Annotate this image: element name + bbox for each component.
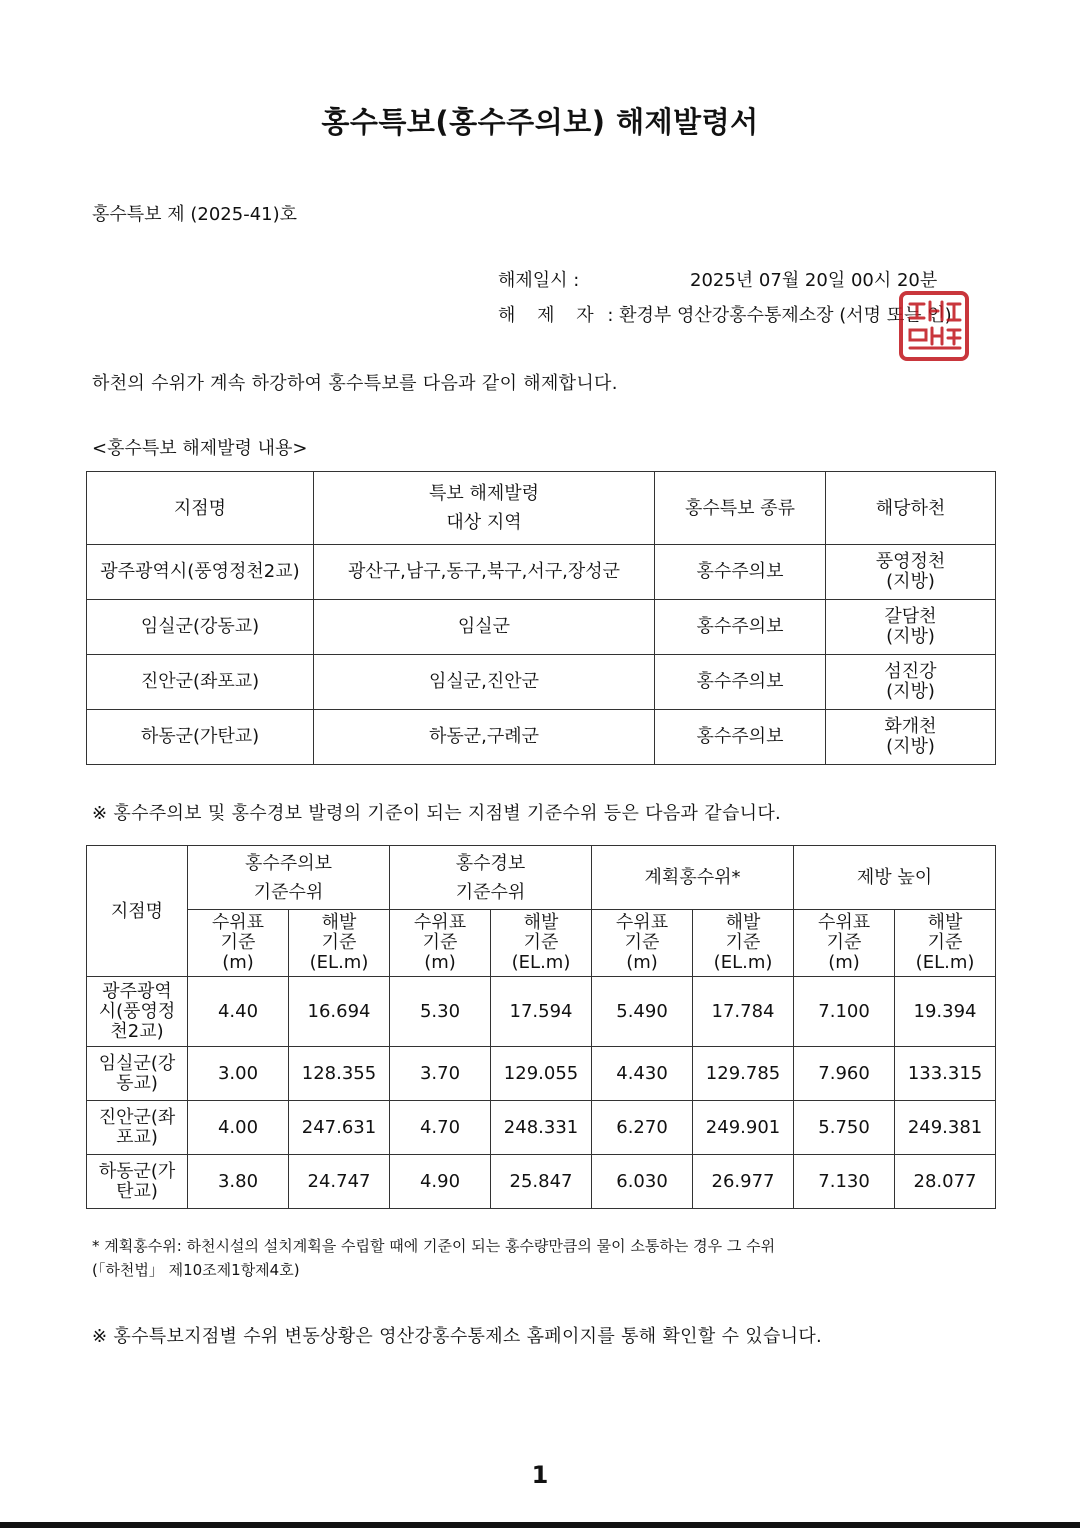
section-heading: <홍수특보 해제발령 내용> [92, 438, 308, 459]
footnote-definition: * 계획홍수위: 하천시설의 설치계획을 수립할 때에 기준이 되는 홍수량만큼의 물이 소통하는 경우 그 수위 [92, 1237, 776, 1255]
sub-line: (m) [626, 952, 658, 973]
area-cell: 하동군,구례군 [314, 710, 655, 765]
value-cell: 24.747 [289, 1155, 390, 1209]
river-name: 갈담천 [884, 606, 937, 627]
level-table-header-groups [87, 846, 996, 910]
value-cell: 128.355 [289, 1047, 390, 1101]
sub-line: 기준 [321, 932, 357, 953]
river-name: 화개천 [884, 716, 937, 737]
table-row [87, 1047, 996, 1101]
header-station: 지점명 [87, 846, 188, 977]
sub-line: (m) [222, 952, 254, 973]
sub-line: 수위표 [615, 912, 669, 933]
river-cell [826, 600, 996, 655]
sub-line: 기준 [725, 932, 761, 953]
station-cell: 임실군(강동교) [87, 600, 314, 655]
bottom-divider [0, 1522, 1080, 1528]
river-name: 풍영정천 [875, 551, 946, 572]
value-cell: 7.100 [794, 977, 895, 1047]
table-row [87, 600, 996, 655]
group-line1: 홍수경보 [455, 852, 526, 874]
type-cell: 홍수주의보 [655, 600, 826, 655]
sub-line: (EL.m) [915, 952, 975, 973]
type-cell: 홍수주의보 [655, 710, 826, 765]
sub-line: (m) [424, 952, 456, 973]
issuer-label: 해 제 자 [498, 305, 602, 326]
value-cell: 4.40 [188, 977, 289, 1047]
station-line: 시(풍영정 [98, 1000, 176, 1022]
value-cell: 28.077 [895, 1155, 996, 1209]
sub-line: (m) [828, 952, 860, 973]
seal-stamp-icon [898, 290, 970, 362]
group-line2: 기준수위 [253, 881, 324, 903]
header-group-levee-height: 제방 높이 [794, 846, 996, 910]
value-cell: 19.394 [895, 977, 996, 1047]
river-name: 섬진강 [884, 661, 937, 682]
sub-line: 수위표 [211, 912, 265, 933]
station-line: 하동군(가 [98, 1160, 176, 1182]
table-row [87, 545, 996, 600]
sub-elev [895, 910, 996, 977]
river-cell [826, 545, 996, 600]
page-title: 홍수특보(홍수주의보) 해제발령서 [321, 105, 759, 139]
value-cell: 6.030 [592, 1155, 693, 1209]
sub-line: (EL.m) [511, 952, 571, 973]
value-cell: 5.750 [794, 1101, 895, 1155]
header-type: 홍수특보 종류 [655, 472, 826, 545]
sub-line: 해발 [523, 912, 559, 933]
value-cell: 249.901 [693, 1101, 794, 1155]
footnote-reference: (「하천법」 제10조제1항제4호) [92, 1261, 300, 1279]
header-group-warning [390, 846, 592, 910]
value-cell: 249.381 [895, 1101, 996, 1155]
value-cell: 3.70 [390, 1047, 491, 1101]
criteria-notice: ※ 홍수주의보 및 홍수경보 발령의 기준이 되는 지점별 기준수위 등은 다음과 같습니다. [92, 803, 782, 824]
sub-elev [693, 910, 794, 977]
intro-text: 하천의 수위가 계속 하강하여 홍수특보를 다음과 같이 해제합니다. [92, 373, 618, 394]
river-class: (지방) [886, 681, 935, 702]
table-row [87, 1101, 996, 1155]
river-cell [826, 710, 996, 765]
document-number: 홍수특보 제 (2025-41)호 [92, 204, 298, 225]
station-cell [87, 1047, 188, 1101]
station-line: 탄교) [116, 1180, 158, 1202]
sub-line: 수위표 [413, 912, 467, 933]
value-cell: 17.784 [693, 977, 794, 1047]
station-line: 동교) [116, 1072, 158, 1094]
value-cell: 247.631 [289, 1101, 390, 1155]
value-cell: 3.00 [188, 1047, 289, 1101]
sub-line: (EL.m) [713, 952, 773, 973]
value-cell: 26.977 [693, 1155, 794, 1209]
header-area-line1: 특보 해제발령 [428, 483, 540, 504]
value-cell: 4.70 [390, 1101, 491, 1155]
station-cell: 광주광역시(풍영정천2교) [87, 545, 314, 600]
area-cell: 임실군,진안군 [314, 655, 655, 710]
sub-gauge [390, 910, 491, 977]
issuer-row [498, 301, 952, 327]
level-table [86, 845, 996, 1209]
area-cell: 광산구,남구,동구,북구,서구,장성군 [314, 545, 655, 600]
type-cell: 홍수주의보 [655, 545, 826, 600]
type-cell: 홍수주의보 [655, 655, 826, 710]
sub-line: 수위표 [817, 912, 871, 933]
value-cell: 4.90 [390, 1155, 491, 1209]
sub-line: 해발 [725, 912, 761, 933]
sub-line: 해발 [927, 912, 963, 933]
value-cell: 5.490 [592, 977, 693, 1047]
table-row [87, 977, 996, 1047]
page-number: 1 [531, 1461, 549, 1489]
value-cell: 4.430 [592, 1047, 693, 1101]
level-table-header-sub [87, 910, 996, 977]
sub-line: 기준 [220, 932, 256, 953]
release-table [86, 471, 996, 765]
value-cell: 129.785 [693, 1047, 794, 1101]
sub-line: 해발 [321, 912, 357, 933]
river-class: (지방) [886, 736, 935, 757]
sub-line: (EL.m) [309, 952, 369, 973]
sub-line: 기준 [927, 932, 963, 953]
station-line: 임실군(강 [98, 1052, 176, 1074]
value-cell: 17.594 [491, 977, 592, 1047]
sub-line: 기준 [826, 932, 862, 953]
river-class: (지방) [886, 571, 935, 592]
station-cell [87, 1155, 188, 1209]
value-cell: 248.331 [491, 1101, 592, 1155]
value-cell: 5.30 [390, 977, 491, 1047]
river-class: (지방) [886, 626, 935, 647]
table-row [87, 655, 996, 710]
release-time-value: 2025년 07월 20일 00시 20분 [690, 270, 938, 291]
value-cell: 133.315 [895, 1047, 996, 1101]
station-line: 진안군(좌 [98, 1106, 176, 1128]
header-station: 지점명 [87, 472, 314, 545]
value-cell: 6.270 [592, 1101, 693, 1155]
value-cell: 25.847 [491, 1155, 592, 1209]
sub-line: 기준 [624, 932, 660, 953]
river-cell [826, 655, 996, 710]
group-line2: 기준수위 [455, 881, 526, 903]
station-cell [87, 1101, 188, 1155]
value-cell: 7.130 [794, 1155, 895, 1209]
header-river: 해당하천 [826, 472, 996, 545]
header-area-line2: 대상 지역 [446, 512, 522, 533]
release-table-header [87, 472, 996, 545]
value-cell: 129.055 [491, 1047, 592, 1101]
sub-gauge [794, 910, 895, 977]
sub-elev [491, 910, 592, 977]
header-group-design-level: 계획홍수위* [592, 846, 794, 910]
value-cell: 3.80 [188, 1155, 289, 1209]
station-cell: 하동군(가탄교) [87, 710, 314, 765]
header-area [314, 472, 655, 545]
station-line: 천2교) [110, 1020, 164, 1042]
station-line: 광주광역 [102, 980, 172, 1002]
sub-elev [289, 910, 390, 977]
header-group-advisory [188, 846, 390, 910]
station-cell: 진안군(좌포교) [87, 655, 314, 710]
release-time-label: 해제일시 : [498, 270, 580, 291]
value-cell: 16.694 [289, 977, 390, 1047]
station-cell [87, 977, 188, 1047]
group-line1: 홍수주의보 [245, 852, 332, 874]
sub-line: 기준 [422, 932, 458, 953]
area-cell: 임실군 [314, 600, 655, 655]
homepage-notice: ※ 홍수특보지점별 수위 변동상황은 영산강홍수통제소 홈페이지를 통해 확인할 수 있습니다. [92, 1326, 823, 1347]
sub-line: 기준 [523, 932, 559, 953]
table-row [87, 710, 996, 765]
issuer-value: : 환경부 영산강홍수통제소장 (서명 또는 인) [607, 305, 952, 326]
value-cell: 4.00 [188, 1101, 289, 1155]
table-row [87, 1155, 996, 1209]
value-cell: 7.960 [794, 1047, 895, 1101]
sub-gauge [188, 910, 289, 977]
sub-gauge [592, 910, 693, 977]
station-line: 포교) [116, 1126, 158, 1148]
